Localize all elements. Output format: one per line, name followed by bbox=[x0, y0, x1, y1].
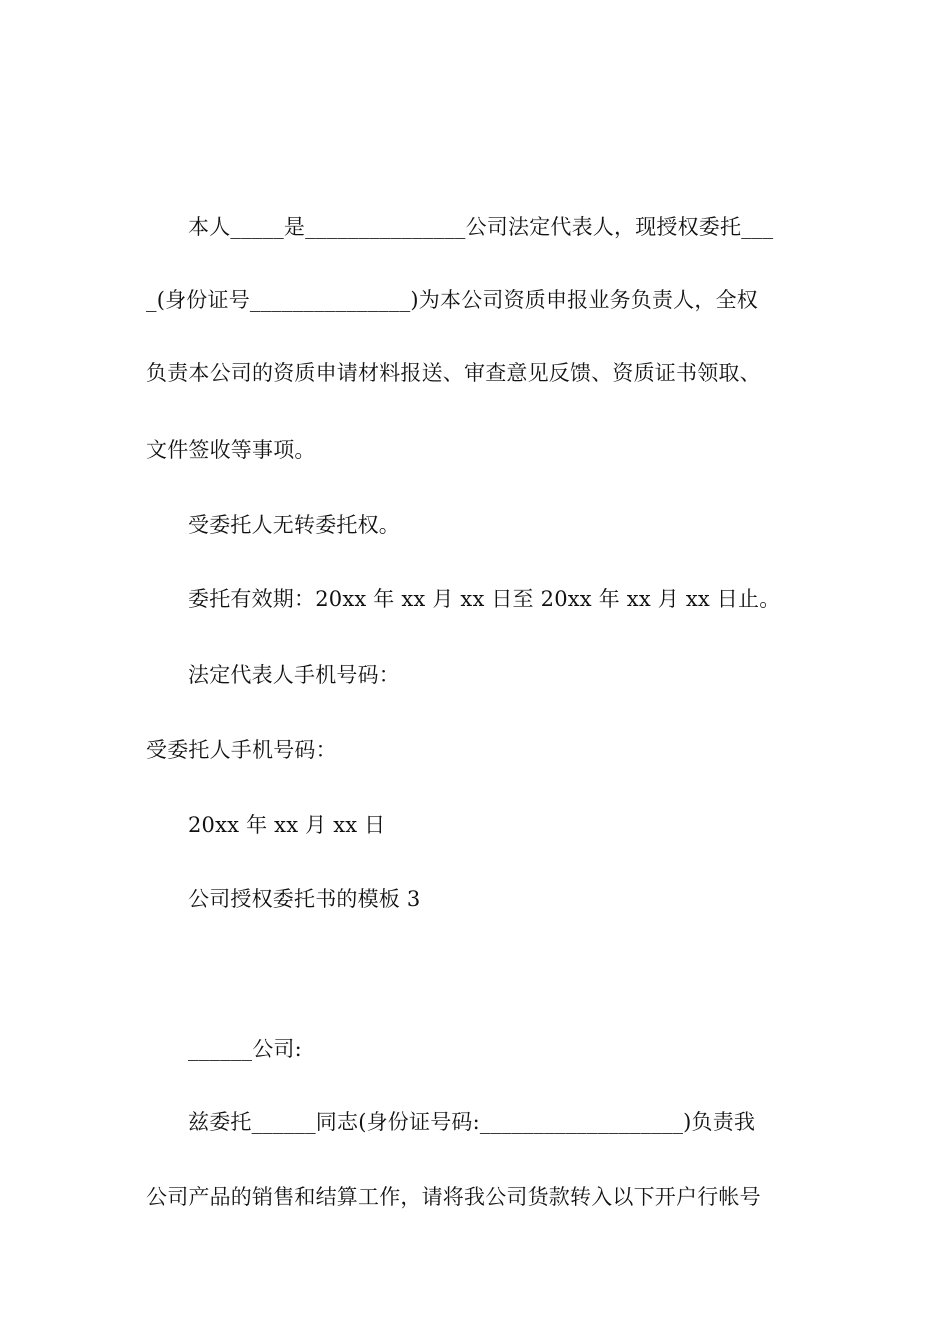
commission-paragraph-line-2: 公司产品的销售和结算工作，请将我公司货款转入以下开户行帐号 bbox=[146, 1185, 761, 1209]
commission-paragraph-line-1: 兹委托______同志(身份证号码:___________________)负责我 bbox=[188, 1110, 756, 1134]
legal-rep-phone-line: 法定代表人手机号码： bbox=[188, 663, 400, 687]
no-subdelegation-line: 受委托人无转委托权。 bbox=[188, 513, 400, 537]
company-salutation-line: ______公司: bbox=[188, 1037, 302, 1061]
validity-period-line: 委托有效期：20xx 年 xx 月 xx 日至 20xx 年 xx 月 xx 日止。 bbox=[188, 587, 781, 611]
authorization-paragraph-line-3: 负责本公司的资质申请材料报送、审查意见反馈、资质证书领取、 bbox=[146, 361, 761, 385]
authorization-paragraph-line-1: 本人_____是_______________公司法定代表人，现授权委托___ bbox=[188, 215, 774, 239]
date-line: 20xx 年 xx 月 xx 日 bbox=[188, 813, 386, 837]
trustee-phone-line: 受委托人手机号码： bbox=[146, 738, 337, 762]
authorization-paragraph-line-2: _(身份证号_______________)为本公司资质申报业务负责人，全权 bbox=[146, 288, 758, 312]
authorization-paragraph-line-4: 文件签收等事项。 bbox=[146, 438, 316, 462]
template-3-heading: 公司授权委托书的模板 3 bbox=[188, 887, 421, 911]
